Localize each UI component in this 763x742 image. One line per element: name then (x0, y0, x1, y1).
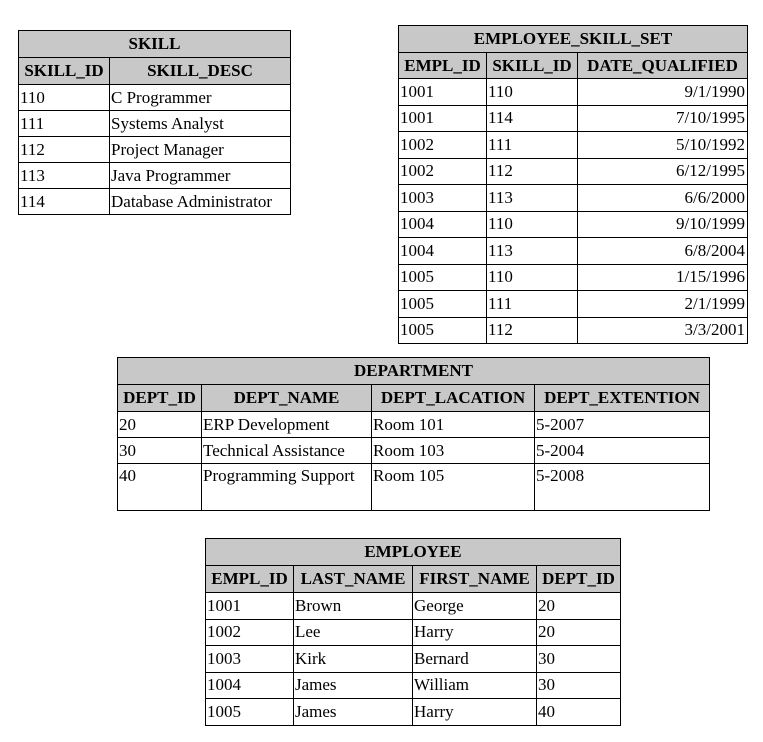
department-table (117, 357, 710, 511)
dept-id-cell: 20 (538, 622, 555, 642)
skill-id-cell: 114 (19, 189, 110, 214)
table-row (206, 646, 620, 673)
empl-id-cell: 1005 (399, 265, 487, 291)
skill-desc-cell: Systems Analyst (111, 113, 224, 133)
column-header-empl-id: EMPL_ID (206, 566, 294, 592)
column-header-dept-extension: DEPT_EXTENTION (544, 388, 700, 407)
skill-id-cell: 112 (487, 318, 578, 344)
empl-id-cell: 1004 (206, 673, 294, 699)
employee-table-title: EMPLOYEE (206, 539, 620, 566)
date-qualified-cell: 6/12/1995 (676, 161, 745, 181)
table-row (206, 699, 620, 725)
skill-desc-cell: Java Programmer (111, 165, 231, 185)
column-header-first-name: FIRST_NAME (413, 566, 537, 592)
empl-id-cell: 1002 (399, 132, 487, 158)
employee-skill-set-table (398, 25, 748, 344)
table-row (206, 673, 620, 700)
table-row (118, 412, 709, 438)
empl-id-cell: 1004 (399, 238, 487, 264)
dept-extension-cell: 5-2004 (536, 440, 585, 460)
table-row (118, 464, 709, 510)
column-header-date-qualified: DATE_QUALIFIED (587, 55, 738, 75)
table-row (19, 85, 290, 111)
column-header-skill-desc: SKILL_DESC (147, 61, 253, 80)
date-qualified-cell: 3/3/2001 (684, 320, 745, 340)
dept-location-cell: Room 103 (372, 438, 535, 463)
table-row (399, 159, 747, 186)
table-row (19, 189, 290, 214)
last-name-cell: James (294, 673, 413, 699)
dept-name-cell: ERP Development (202, 412, 372, 437)
skill-desc-cell: Project Manager (111, 139, 224, 159)
last-name-cell: Lee (294, 620, 413, 646)
dept-id-cell: 20 (118, 412, 202, 437)
dept-id-cell: 30 (118, 438, 202, 463)
skill-id-cell: 113 (19, 163, 110, 188)
table-row (399, 106, 747, 133)
skill-desc-cell: C Programmer (111, 87, 212, 107)
date-qualified-cell: 5/10/1992 (676, 134, 745, 154)
dept-location-cell: Room 101 (372, 412, 535, 437)
date-qualified-cell: 2/1/1999 (684, 293, 745, 313)
table-row (399, 132, 747, 159)
empl-id-cell: 1002 (206, 620, 294, 646)
empl-id-cell: 1005 (399, 318, 487, 344)
dept-name-cell: Technical Assistance (202, 438, 372, 463)
empl-id-cell: 1005 (399, 291, 487, 317)
first-name-cell: William (413, 673, 537, 699)
table-row (206, 593, 620, 620)
skill-header-row (19, 58, 290, 85)
date-qualified-cell: 7/10/1995 (676, 108, 745, 128)
last-name-cell: James (294, 699, 413, 725)
employee-skill-set-table-title: EMPLOYEE_SKILL_SET (399, 26, 747, 53)
employee-header-row (206, 566, 620, 593)
date-qualified-cell: 9/10/1999 (676, 214, 745, 234)
table-row (19, 137, 290, 163)
department-header-row (118, 385, 709, 412)
column-header-skill-id: SKILL_ID (19, 58, 110, 84)
date-qualified-cell: 1/15/1996 (676, 267, 745, 287)
skill-id-cell: 112 (487, 159, 578, 185)
column-header-dept-name: DEPT_NAME (202, 385, 372, 411)
first-name-cell: Bernard (413, 646, 537, 672)
table-row (206, 620, 620, 647)
first-name-cell: Harry (413, 620, 537, 646)
column-header-dept-id: DEPT_ID (542, 569, 615, 588)
dept-id-cell: 30 (538, 648, 555, 668)
table-row (399, 238, 747, 265)
skill-id-cell: 111 (487, 132, 578, 158)
last-name-cell: Brown (294, 593, 413, 619)
skill-table (18, 30, 291, 215)
skill-id-cell: 111 (19, 111, 110, 136)
empl-id-cell: 1004 (399, 212, 487, 238)
date-qualified-cell: 6/6/2000 (684, 187, 745, 207)
skill-id-cell: 110 (487, 265, 578, 291)
skill-desc-cell: Database Administrator (111, 191, 272, 211)
column-header-dept-location: DEPT_LACATION (372, 385, 535, 411)
column-header-empl-id: EMPL_ID (399, 53, 487, 78)
table-row (399, 265, 747, 292)
table-row (399, 291, 747, 318)
table-row (399, 318, 747, 344)
skill-id-cell: 113 (487, 185, 578, 211)
table-row (19, 163, 290, 189)
skill-id-cell: 114 (487, 106, 578, 132)
skill-id-cell: 110 (19, 85, 110, 110)
dept-location-cell: Room 105 (372, 464, 535, 510)
last-name-cell: Kirk (294, 646, 413, 672)
employee-table (205, 538, 621, 726)
dept-extension-cell: 5-2007 (536, 414, 585, 434)
employee-skill-set-header-row (399, 53, 747, 79)
dept-id-cell: 40 (118, 464, 202, 510)
skill-id-cell: 110 (487, 79, 578, 105)
first-name-cell: George (413, 593, 537, 619)
department-table-title: DEPARTMENT (118, 358, 709, 385)
table-row (399, 185, 747, 212)
column-header-dept-id: DEPT_ID (118, 385, 202, 411)
empl-id-cell: 1003 (399, 185, 487, 211)
empl-id-cell: 1005 (206, 699, 294, 725)
skill-id-cell: 113 (487, 238, 578, 264)
table-row (399, 79, 747, 106)
empl-id-cell: 1001 (399, 79, 487, 105)
skill-id-cell: 111 (487, 291, 578, 317)
empl-id-cell: 1002 (399, 159, 487, 185)
dept-name-cell: Programming Support (202, 464, 372, 510)
column-header-last-name: LAST_NAME (294, 566, 413, 592)
column-header-skill-id: SKILL_ID (487, 53, 578, 78)
dept-id-cell: 20 (538, 595, 555, 615)
skill-id-cell: 110 (487, 212, 578, 238)
dept-id-cell: 30 (538, 675, 555, 695)
skill-table-title: SKILL (19, 31, 290, 58)
dept-extension-cell: 5-2008 (536, 466, 585, 485)
table-row (118, 438, 709, 464)
empl-id-cell: 1003 (206, 646, 294, 672)
first-name-cell: Harry (413, 699, 537, 725)
date-qualified-cell: 6/8/2004 (684, 240, 745, 260)
table-row (19, 111, 290, 137)
skill-id-cell: 112 (19, 137, 110, 162)
empl-id-cell: 1001 (399, 106, 487, 132)
empl-id-cell: 1001 (206, 593, 294, 619)
date-qualified-cell: 9/1/1990 (684, 81, 745, 101)
dept-id-cell: 40 (538, 701, 555, 721)
table-row (399, 212, 747, 239)
